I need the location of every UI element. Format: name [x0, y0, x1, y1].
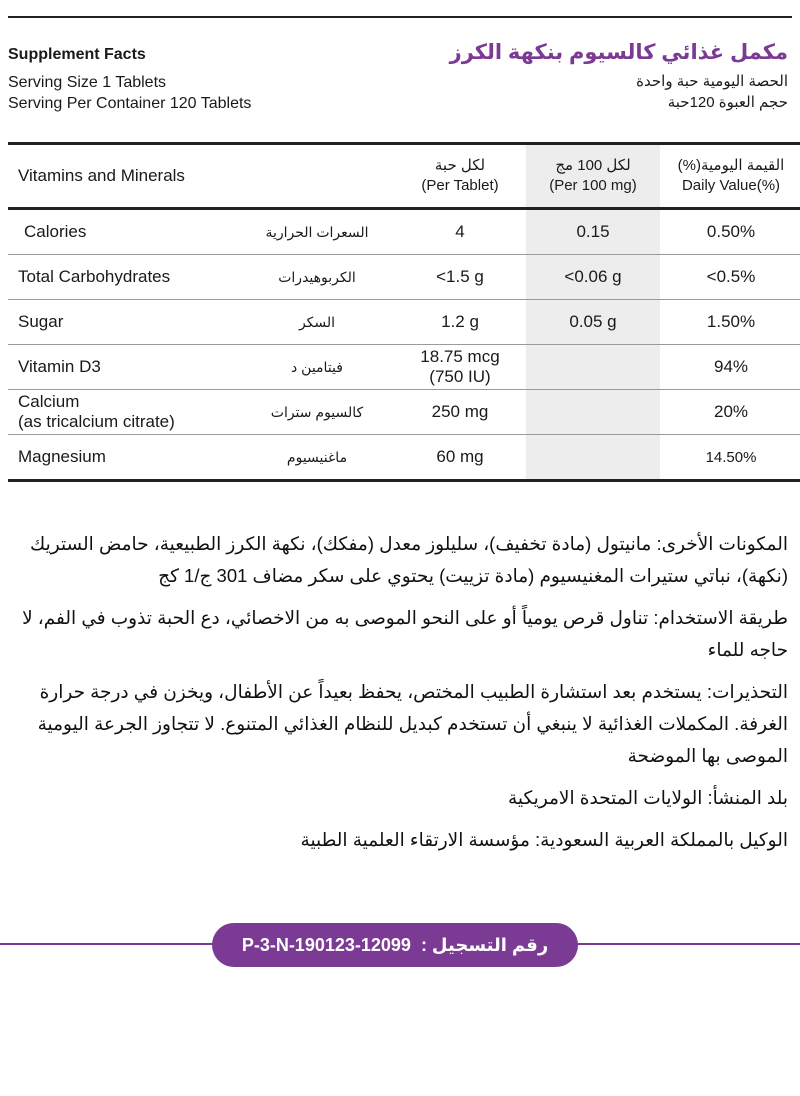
usage-directions: طريقة الاستخدام: تناول قرص يومياً أو على النحو الموصى به من الاخصائي، دع الحبة تذوب في الفم، لا حاجه للماء: [22, 607, 788, 660]
product-title-ar: مكمل غذائي كالسيوم بنكهة الكرز: [449, 41, 788, 64]
per-tablet-value: [394, 345, 526, 390]
nutrient-name-ar: السكر: [240, 300, 394, 345]
daily-value: <0.5%: [660, 255, 800, 300]
col-header-vitamins: Vitamins and Minerals: [8, 144, 240, 209]
col-header-per-tablet: [394, 144, 526, 209]
daily-value: 14.50%: [705, 448, 757, 466]
col-header-daily-value: [660, 144, 800, 209]
daily-value: 94%: [660, 345, 800, 390]
nutrient-name: [8, 390, 240, 435]
daily-value-ar: القيمة اليومية(%): [677, 157, 785, 174]
nutrient-name: Sugar: [8, 300, 240, 345]
col-header-arabic-name: [240, 144, 394, 209]
supplement-facts-title: Supplement Facts: [8, 46, 146, 63]
supplement-facts-table: [8, 142, 800, 482]
table-row: [8, 300, 800, 345]
per-tablet-value: 4: [394, 209, 526, 255]
per-100mg-value: [526, 435, 660, 481]
daily-value: 20%: [660, 390, 800, 435]
warnings: التحذيرات: يستخدم بعد استشارة الطبيب المختص، يحفظ بعيداً عن الأطفال، ويخزن في درجة حرارة الغرفة. المكملات الغذائية لا ينبغي أن تستخدم كبديل للنظام الغذائي المتنوع. لا تتجاوز الجرعة اليومية الموصى بها الموضحة: [37, 681, 788, 766]
nutrient-name-ar: فيتامين د: [240, 345, 394, 390]
per-100mg-value: 0.05 g: [526, 300, 660, 345]
per-100mg-value: [526, 345, 660, 390]
serving-size-en: Serving Size 1 Tablets: [8, 74, 167, 91]
container-size-ar: حجم العبوة 120حبة: [667, 94, 788, 111]
arabic-info-text: [10, 528, 788, 866]
nutrient-name-line2: (as tricalcium citrate): [18, 412, 175, 431]
registration-badge: [212, 923, 578, 967]
header-english: [8, 46, 388, 114]
per-tablet-value: 60 mg: [436, 447, 484, 466]
per-tablet-value: 1.2 g: [394, 300, 526, 345]
nutrient-name-ar: ماغنيسيوم: [286, 448, 348, 465]
nutrient-name-ar: السعرات الحرارية: [240, 209, 394, 255]
table-row: [8, 209, 800, 255]
nutrient-name: Total Carbohydrates: [8, 255, 240, 300]
per-tablet-line2: (750 IU): [429, 367, 491, 386]
per-tablet-line1: 18.75 mcg: [420, 347, 500, 366]
per-tablet-value: 250 mg: [394, 390, 526, 435]
registration-label: رقم التسجيل :: [420, 934, 549, 955]
other-ingredients: المكونات الأخرى: مانيتول (مادة تخفيف)، سليلوز معدل (مفكك)، نكهة الكرز الطبيعية، حامض الستريك (نكهة)، نباتي ستيرات المغنيسيوم (مادة تزييت) يحتوي على سكر مضاف 301 ج/1 كج: [30, 533, 788, 586]
per-100mg-value: <0.06 g: [526, 255, 660, 300]
nutrient-name-ar: كالسيوم سترات: [240, 390, 394, 435]
nutrient-name: Calories: [8, 209, 240, 255]
per-100mg-value: [526, 390, 660, 435]
header-arabic: [408, 40, 788, 113]
per-tablet-value: <1.5 g: [394, 255, 526, 300]
per-tablet-en: (Per Tablet): [421, 177, 499, 194]
daily-value: 0.50%: [660, 209, 800, 255]
per-100mg-en: (Per 100 mg): [549, 177, 637, 194]
per-100mg-ar: لكل 100 مج: [555, 157, 631, 174]
daily-value: 1.50%: [660, 300, 800, 345]
registration-number: P-3-N-190123-12099: [241, 934, 411, 955]
serving-size-ar: الحصة اليومية حبة واحدة: [636, 73, 788, 90]
table-row: [8, 435, 800, 481]
table-header-row: [8, 144, 800, 209]
serving-per-container-en: Serving Per Container 120 Tablets: [8, 95, 252, 112]
col-header-per-100mg: [526, 144, 660, 209]
country-of-origin: بلد المنشأ: الولايات المتحدة الامريكية: [507, 787, 788, 808]
per-100mg-value: 0.15: [526, 209, 660, 255]
nutrient-name-ar: الكربوهيدرات: [240, 255, 394, 300]
top-rule: [8, 16, 792, 18]
table-row: [8, 255, 800, 300]
nutrient-name: Vitamin D3: [8, 345, 240, 390]
table-row: [8, 345, 800, 390]
daily-value-en: Daily Value(%): [681, 177, 781, 194]
distributor-agent: الوكيل بالمملكة العربية السعودية: مؤسسة الارتقاء العلمية الطبية: [300, 829, 788, 850]
nutrient-name-line1: Calcium: [18, 392, 80, 411]
per-tablet-ar: لكل حبة: [434, 157, 486, 174]
nutrient-name: Magnesium: [18, 447, 106, 466]
table-row: [8, 390, 800, 435]
